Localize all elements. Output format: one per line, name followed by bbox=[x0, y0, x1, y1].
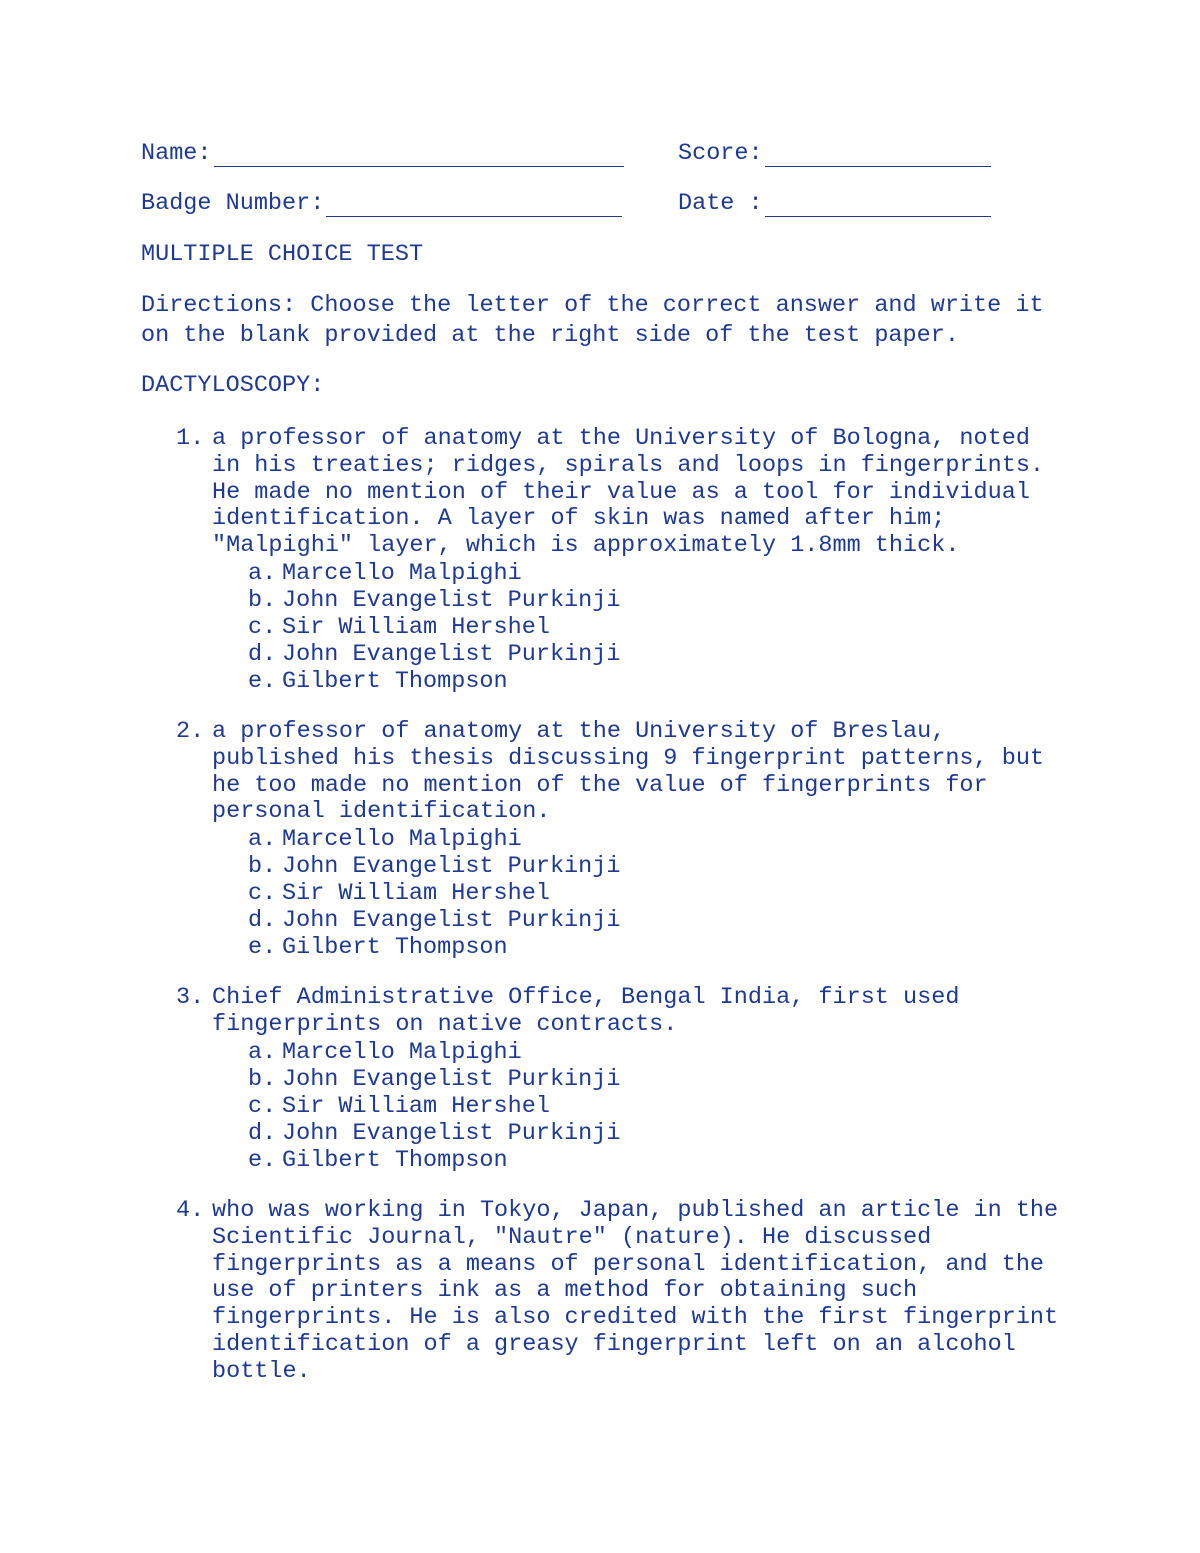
option bbox=[248, 1147, 1096, 1174]
option-letter: d. bbox=[248, 907, 277, 935]
option bbox=[248, 614, 1096, 641]
option-text: Gilbert Thompson bbox=[282, 1146, 508, 1174]
option bbox=[248, 668, 1096, 695]
option-text: Marcello Malpighi bbox=[282, 559, 522, 587]
question-2 bbox=[176, 719, 1096, 961]
option-text: Gilbert Thompson bbox=[282, 934, 508, 962]
option-letter: c. bbox=[248, 1092, 277, 1120]
options-list bbox=[248, 560, 1096, 695]
option bbox=[248, 641, 1096, 668]
question-text: a professor of anatomy at the University of Bologna, noted in his treaties; ridges, spirals and loops in fingerprints. He made no mention of their value as a tool for individual identification. A layer of skin was named after him; "Malpighi" layer, which is approximately 1.8mm thick. bbox=[212, 425, 1045, 560]
option-text: John Evangelist Purkinji bbox=[282, 640, 621, 668]
question-text: who was working in Tokyo, Japan, published an article in the Scientific Journal, "Nautre" (nature). He discussed fingerprints as a means of personal identification, and the use of printers ink as a method for obtaining such fingerprints. He is also credited with the first fingerprint identification of a greasy fingerprint left on an alcohol bottle. bbox=[212, 1197, 1059, 1385]
question-text: Chief Administrative Office, Bengal India, first used fingerprints on native contracts. bbox=[212, 984, 960, 1038]
option-text: Gilbert Thompson bbox=[282, 667, 508, 695]
options-list bbox=[248, 826, 1096, 961]
option-letter: b. bbox=[248, 853, 277, 881]
option-letter: d. bbox=[248, 640, 277, 668]
option-letter: e. bbox=[248, 934, 277, 962]
option-letter: a. bbox=[248, 1038, 277, 1066]
badge-label: Badge Number: bbox=[141, 190, 325, 217]
option bbox=[248, 1120, 1096, 1147]
directions: Directions: Choose the letter of the correct answer and write it on the blank provided at the right side of the test paper. bbox=[141, 292, 1044, 349]
option-letter: e. bbox=[248, 1146, 277, 1174]
option-text: John Evangelist Purkinji bbox=[282, 907, 621, 935]
option bbox=[248, 826, 1096, 853]
option-letter: a. bbox=[248, 559, 277, 587]
section-heading: DACTYLOSCOPY: bbox=[141, 372, 325, 399]
option bbox=[248, 907, 1096, 934]
option bbox=[248, 934, 1096, 961]
option bbox=[248, 587, 1096, 614]
score-label: Score: bbox=[678, 140, 763, 167]
option bbox=[248, 1093, 1096, 1120]
badge-blank[interactable] bbox=[326, 194, 622, 217]
score-field bbox=[678, 140, 991, 167]
option bbox=[248, 560, 1096, 587]
option-text: Sir William Hershel bbox=[282, 880, 550, 908]
name-field bbox=[141, 140, 624, 167]
question-number: 3. bbox=[176, 984, 205, 1011]
question-number: 1. bbox=[176, 425, 205, 452]
option-text: John Evangelist Purkinji bbox=[282, 1065, 621, 1093]
date-field bbox=[678, 190, 991, 217]
question-4 bbox=[176, 1198, 1096, 1386]
name-blank[interactable] bbox=[214, 144, 624, 167]
option bbox=[248, 1039, 1096, 1066]
option-text: John Evangelist Purkinji bbox=[282, 853, 621, 881]
option-letter: b. bbox=[248, 1065, 277, 1093]
question-3 bbox=[176, 985, 1096, 1174]
option-letter: b. bbox=[248, 586, 277, 614]
question-number: 4. bbox=[176, 1197, 205, 1224]
score-blank[interactable] bbox=[765, 144, 991, 167]
badge-field bbox=[141, 190, 622, 217]
question-number: 2. bbox=[176, 718, 205, 745]
option-text: Marcello Malpighi bbox=[282, 826, 522, 854]
test-title: MULTIPLE CHOICE TEST bbox=[141, 241, 424, 268]
question-1 bbox=[176, 426, 1096, 695]
option bbox=[248, 880, 1096, 907]
option-letter: a. bbox=[248, 826, 277, 854]
option bbox=[248, 853, 1096, 880]
question-text: a professor of anatomy at the University of Breslau, published his thesis discussing 9 fingerprint patterns, but he too made no mention of the value of fingerprints for personal identification. bbox=[212, 718, 1045, 826]
option-text: John Evangelist Purkinji bbox=[282, 1119, 621, 1147]
name-label: Name: bbox=[141, 140, 212, 167]
option-text: Sir William Hershel bbox=[282, 1092, 550, 1120]
option-letter: d. bbox=[248, 1119, 277, 1147]
option-letter: c. bbox=[248, 880, 277, 908]
date-label: Date : bbox=[678, 190, 763, 217]
option-text: John Evangelist Purkinji bbox=[282, 586, 621, 614]
option-text: Sir William Hershel bbox=[282, 613, 550, 641]
options-list bbox=[248, 1039, 1096, 1174]
option-text: Marcello Malpighi bbox=[282, 1038, 522, 1066]
option-letter: e. bbox=[248, 667, 277, 695]
option-letter: c. bbox=[248, 613, 277, 641]
date-blank[interactable] bbox=[765, 194, 991, 217]
option bbox=[248, 1066, 1096, 1093]
